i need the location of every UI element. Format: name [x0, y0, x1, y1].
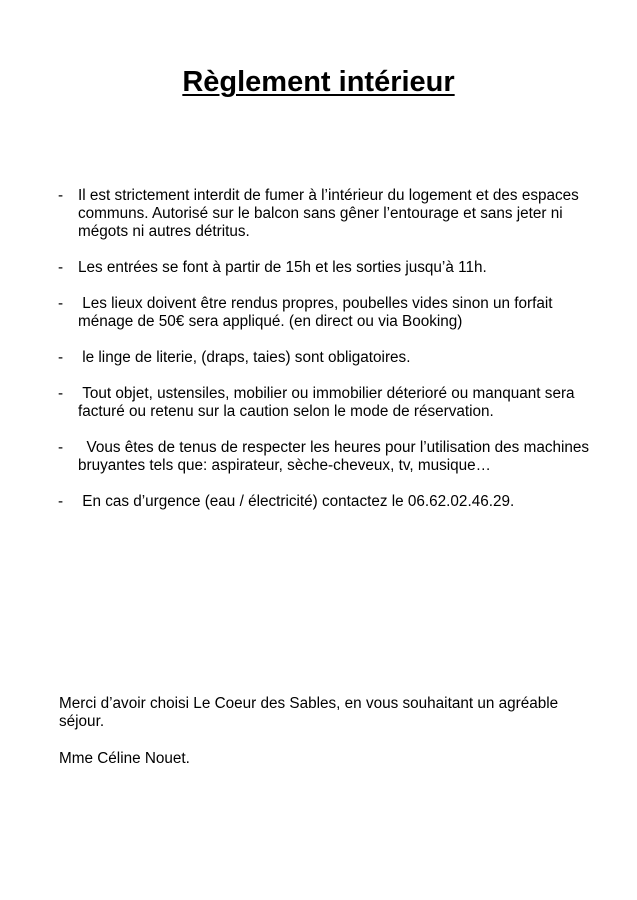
- bullet-dash: -: [58, 187, 64, 204]
- rule-text-smoking: Il est strictement interdit de fumer à l’intérieur du logement et des espaces communs. Autorisé sur le balcon sans gêner l’entourage et sans jeter ni mégots ni autres détritus.: [78, 187, 584, 240]
- rule-item: [58, 349, 598, 367]
- bullet-dash: -: [58, 385, 64, 402]
- bullet-dash: -: [58, 439, 64, 456]
- rule-item: [58, 493, 598, 511]
- closing-message: Merci d’avoir choisi Le Coeur des Sables, en vous souhaitant un agréable séjour.: [59, 695, 559, 730]
- bullet-dash: -: [58, 493, 64, 510]
- rule-text-cleaning: Les lieux doivent être rendus propres, poubelles vides sinon un forfait ménage de 50€ sera appliqué. (en direct ou via Booking): [78, 295, 557, 330]
- rule-item: [58, 259, 598, 277]
- rule-text-noise: Vous êtes de tenus de respecter les heures pour l’utilisation des machines bruyantes tels que: aspirateur, sèche-cheveux, tv, musique…: [78, 439, 594, 474]
- rule-item: [58, 295, 598, 331]
- page-title: Règlement intérieur: [182, 66, 455, 98]
- rule-text-damage: Tout objet, ustensiles, mobilier ou immobilier déterioré ou manquant sera facturé ou retenu sur la caution selon le mode de réservation.: [78, 385, 579, 420]
- bullet-dash: -: [58, 295, 64, 312]
- rule-item: [58, 187, 598, 241]
- rule-item: [58, 439, 598, 475]
- rules-list: [58, 187, 598, 529]
- rule-item: [58, 385, 598, 421]
- rule-text-emergency: En cas d’urgence (eau / électricité) contactez le 06.62.02.46.29.: [78, 493, 515, 510]
- bullet-dash: -: [58, 259, 64, 276]
- bullet-dash: -: [58, 349, 64, 366]
- rule-text-checkin: Les entrées se font à partir de 15h et les sorties jusqu’à 11h.: [78, 259, 487, 276]
- rule-text-linen: le linge de literie, (draps, taies) sont obligatoires.: [78, 349, 411, 366]
- signature: Mme Céline Nouet.: [59, 750, 190, 767]
